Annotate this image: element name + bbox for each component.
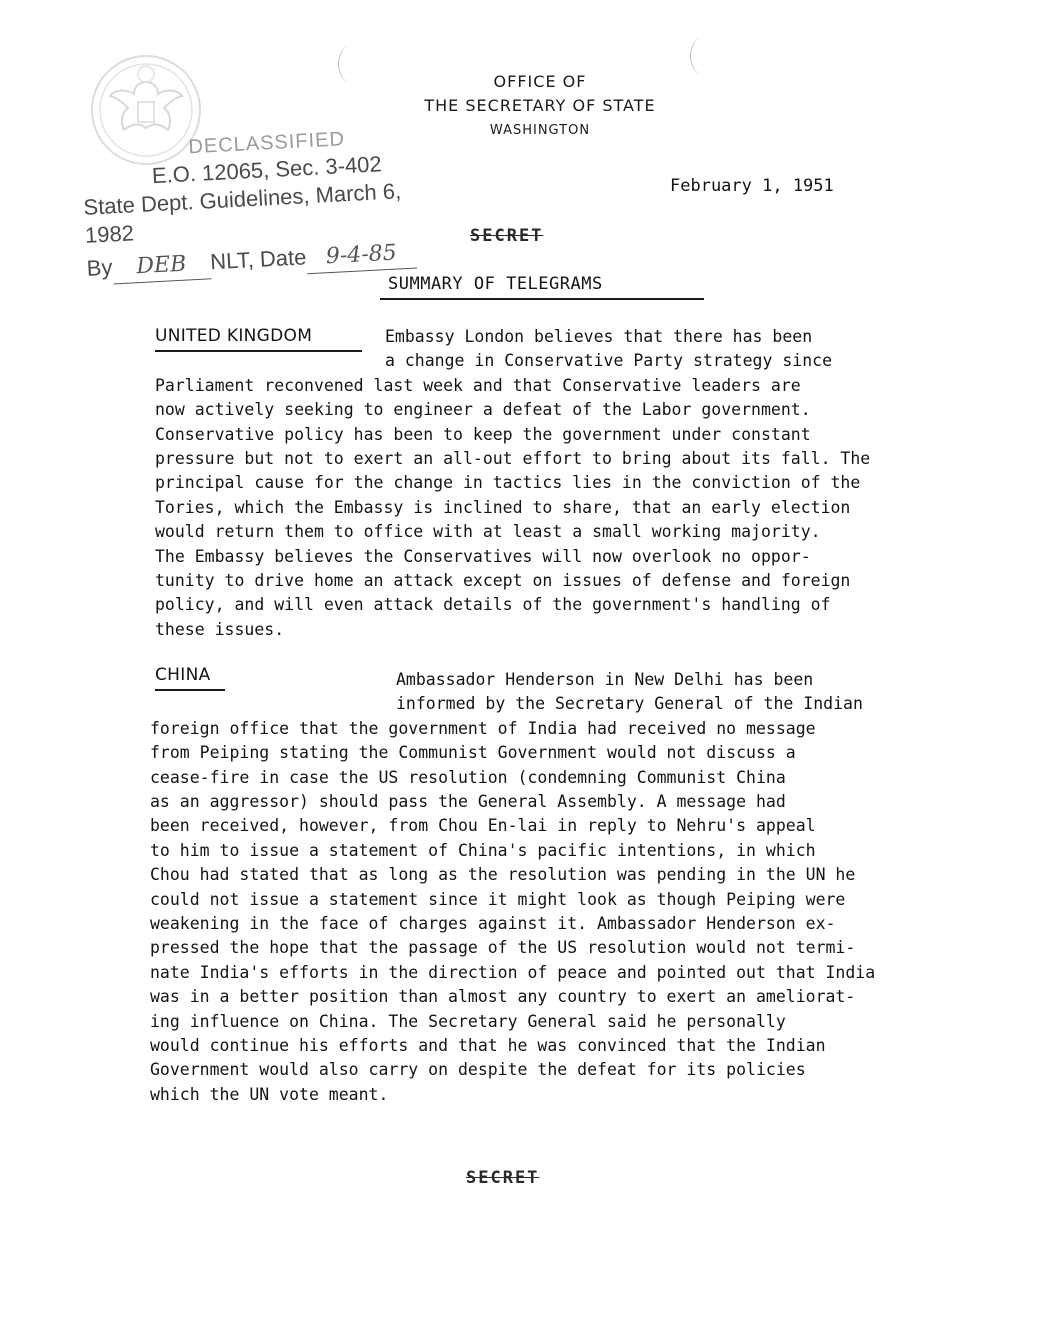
section-label-underline [155, 350, 362, 352]
text-line: these issues. [155, 619, 285, 639]
text-line: Conservative policy has been to keep the government under constant [155, 424, 811, 444]
text-line: Parliament reconvened last week and that Conservative leaders are [155, 375, 801, 395]
text-line: Tories, which the Embassy is inclined to share, that an early election [155, 497, 851, 517]
text-line: Embassy London believes that there has been [385, 327, 813, 346]
stamp-nlt-label: NLT, Date [209, 244, 307, 275]
classification-mark-top: SECRET [470, 226, 544, 246]
text-line: would return them to office with at least a small working majority. [155, 522, 821, 542]
letterhead-secretary: THE SECRETARY OF STATE [424, 96, 656, 115]
stamp-date: 9-4-85 [306, 238, 417, 275]
text-line: Government would also carry on despite the defeat for its policies [150, 1060, 806, 1080]
letterhead-city: WASHINGTON [489, 123, 591, 138]
text-line: principal cause for the change in tactics lies in the conviction of the [155, 473, 861, 493]
title-underline [380, 298, 704, 300]
text-line: pressed the hope that the passage of the US resolution would not termi- [150, 938, 856, 958]
text-line: policy, and will even attack details of the government's handling of [155, 595, 831, 615]
text-line: foreign office that the government of India had received no message [150, 718, 816, 738]
classification-mark-bottom: SECRET [466, 1168, 540, 1188]
text-line: weakening in the face of charges against it. Ambassador Henderson ex- [150, 914, 836, 933]
text-line: was in a better position than almost any country to exert an ameliorat- [150, 987, 856, 1007]
stamp-initials: DEB [112, 248, 211, 284]
text-line: which the UN vote meant. [150, 1084, 389, 1104]
document-date: February 1, 1951 [670, 176, 834, 196]
text-line: cease-fire in case the US resolution (condemning Communist China [150, 767, 786, 787]
text-line: to him to issue a statement of China's pacific intentions, in which [150, 840, 816, 860]
text-line: tunity to drive home an attack except on issues of defense and foreign [155, 571, 851, 590]
stamp-guidelines: State Dept. Guidelines, March 6, 1982 [82, 178, 402, 248]
stamp-by-label: By [86, 254, 114, 281]
text-line: Ambassador Henderson in New Delhi has been [396, 670, 814, 689]
section-label-united-kingdom: UNITED KINGDOM [155, 326, 313, 346]
declassification-stamp [80, 121, 447, 286]
text-line: could not issue a statement since it might look as though Peiping were [150, 889, 846, 909]
stamp-executive-order: E.O. 12065, Sec. 3-402 [151, 151, 383, 189]
text-line: would continue his efforts and that he was convinced that the Indian [150, 1036, 826, 1055]
stamp-declassified: DECLASSIFIED [187, 128, 346, 159]
text-line: a change in Conservative Party strategy since [385, 351, 833, 371]
text-line: Chou had stated that as long as the resolution was pending in the UN he [150, 865, 856, 885]
text-line: informed by the Secretary General of the Indian [396, 694, 863, 714]
section-label-china: CHINA [155, 665, 211, 685]
text-line: from Peiping stating the Communist Government would not discuss a [150, 743, 796, 763]
text-line: The Embassy believes the Conservatives will now overlook no oppor- [155, 546, 811, 566]
page-title: SUMMARY OF TELEGRAMS [388, 274, 603, 294]
text-line: ing influence on China. The Secretary General said he personally [150, 1011, 786, 1031]
punch-hole-left [338, 44, 369, 84]
letterhead-office-of: OFFICE OF [493, 72, 587, 91]
text-line: nate India's efforts in the direction of peace and pointed out that India [150, 962, 876, 982]
text-line: been received, however, from Chou En-lai in reply to Nehru's appeal [150, 816, 816, 836]
text-line: pressure but not to exert an all-out effort to bring about its fall. The [155, 449, 871, 468]
text-line: now actively seeking to engineer a defeat of the Labor government. [155, 400, 811, 420]
section-label-underline [155, 689, 225, 691]
text-line: as an aggressor) should pass the General Assembly. A message had [150, 792, 786, 811]
